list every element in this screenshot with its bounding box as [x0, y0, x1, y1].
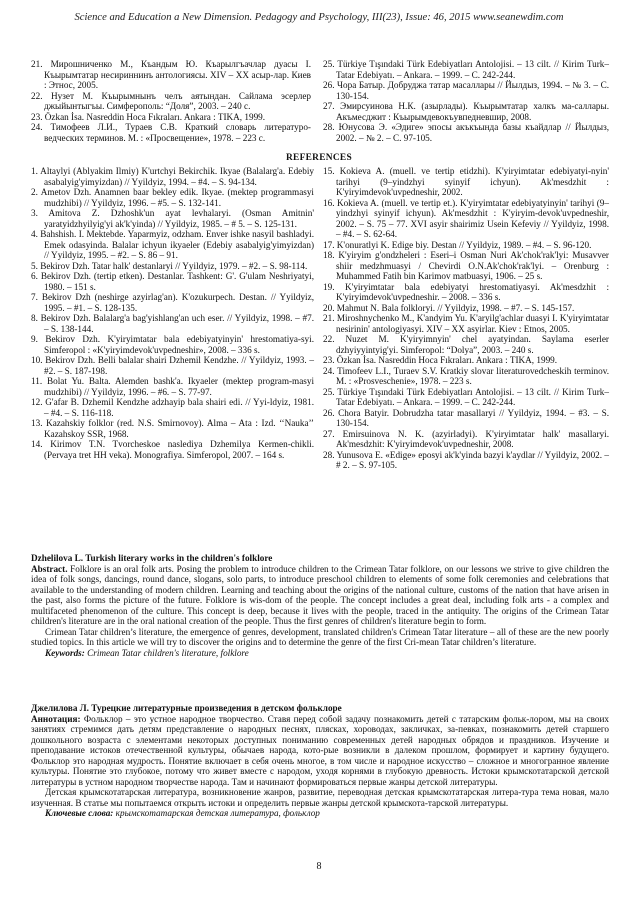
reference-item: 25. Türkiye Tışındaki Türk Edebiyatları Antolojisi. – 13 cilt. // Kirim Turk–Tatar Edebiyatı. – Ankara. – 1999. – C. 242-244.: [323, 59, 609, 80]
reference-item: 27. Emirsuinova N. K. (azyirladyi). K'yiryimtatar halk' masallaryi. Ak'mesdzhit: K'yiryimdevok'uvpedneshir, 2008.: [323, 428, 609, 449]
reference-item: 22. Нузет М. Къырымнынъ челъ аятындан. Сайлама эсерлер джыйынтыгъы. Симферополь: “Доля”, 2003. – 240 с.: [31, 90, 311, 111]
reference-item: 10. Bekirov Dzh. Belli balalar shairi Dzhemil Kendzhe. // Yyildyiz, 1993. – #2. – S. 187-198.: [31, 355, 314, 376]
reference-item: 11. Bolat Yu. Balta. Alemden bashk'a. Ikyaeler (mektep program-masyi mudzhibi) // Yyildyiz, 1996. – #6. – S. 77-97.: [31, 376, 314, 397]
keywords-ru-label: Ключевые слова:: [45, 808, 114, 818]
references-list-left: [31, 166, 314, 460]
keywords-ru: крымскотатарская детская литература, фольклор: [115, 808, 320, 818]
reference-item: 7. Bekirov Dzh (neshirge azyirlag'an). K'ozukurpech. Destan. // Yyildyiz, 1995. – #1. – S. 128-135.: [31, 292, 314, 313]
reference-item: 21. Мирошниченко М., Къандым Ю. Къарылгъачлар дуасы І. Къырымтатар несириннинъ антологиясы. XIV – XX асыр-лар. Киев : Этнос, 2005.: [31, 59, 311, 90]
reference-item: 26. Chora Batyir. Dobrudzha tatar masallaryi // Yyildyiz, 1994. – #3. – S. 130-154.: [323, 407, 609, 428]
reference-item: 15. Kokieva A. (muell. ve tertip etidzhi). K'yiryimtatar edebiyatyi-nyin' tarihyi (9–yindzhyi syinyif ichyun). Ak'mesdzhit : K'yiryimdevok'uvpedneshir, 2002.: [323, 166, 609, 197]
bibliography-continued-right: [323, 59, 609, 143]
running-head: Science and Education a New Dimension. Pedagogy and Psychology, III(23), Issue: 46, 2015 www.seanewdim.com: [74, 12, 564, 23]
abstract-en-label: Abstract.: [31, 563, 68, 574]
reference-item: 13. Kazahskiy folklor (red. N.S. Smirnovoy). Alma – Ata : Izd. ‘‘Nauka’’ Kazahskoy SSR, 1968.: [31, 418, 314, 439]
reference-item: 28. Юнусова Э. «Эдиге» эпосы акъкъында базы къайдлар // Йылдыз, 2002. – № 2. – С. 97-105.: [323, 122, 609, 143]
reference-item: 20. Mahmut N. Bala folkloryi. // Yyildyiz, 1998. – #7. – S. 145-157.: [323, 302, 575, 313]
reference-item: 17. K'onuratlyi K. Edige biy. Destan // Yyildyiz, 1989. – #4. – S. 96-120.: [323, 239, 592, 250]
abstract-en-author-title: Dzhelilova L. Turkish literary works in the children's folklore: [31, 553, 273, 563]
reference-item: 14. Kirimov T.N. Tvorcheskoe naslediya Dzhemilya Kermen-chikli. (Pervaya tret HH veka). Monografiya. Simferopol, 2007. – 164 s.: [31, 439, 314, 460]
reference-item: 2. Ametov Dzh. Anamnen baar bekley edik. Ikyae. (mektep programmasyi mudzhibi) // Yyildyiz, 1996. – #5. – S. 132-141.: [31, 187, 314, 208]
reference-item: 26. Чора Батыр. Добруджа татар масаллары // Йылдыз, 1994. – № 3. – С. 130-154.: [323, 80, 609, 101]
reference-item: 5. Bekirov Dzh. Tatar halk' destanlaryi // Yyildyiz, 1979. – #2. – S. 98-114.: [31, 260, 308, 271]
references-heading: REFERENCES: [285, 153, 353, 163]
references-left-column: [31, 166, 314, 460]
reference-item: 16. Kokieva A. (muell. ve tertip et.). K'yiryimtatar edebiyatyinyin' tarihyi (9–yindzhyi syinyif ichyun). Ak'mesdzhit : K'yiryim-devok'uvpedneshir, 2002. – S. 75 – 77. XVI asyir shairimiz Usein Kefeviy // Yyildyiz, 1998. – #4. – S. 62-64.: [323, 197, 609, 239]
reference-item: 1. Altaylyi (Ablyakim Ilmiy) K'urtchyi Bekirchik. Ikyae (Balalarg'a. Edebiy asabalyig'yimyizdan) // Yyildyiz, 1994. – #4. – S. 94-134.: [31, 166, 314, 187]
reference-item: 19. K'yiryimtatar bala edebiyatyi hrestomatiyasyi. Ak'mesdzhit : K'yiryimdevok'uvpedneshir. – 2008. – 336 s.: [323, 281, 609, 302]
reference-item: 21. Miroshnychenko M., K'andyim Yu. K'aryilg'achlar duasyi I. K'yiryimtatar nesirinin' antologiyasyi. XIV – XX asyirlar. Kiev : Etnos, 2005.: [323, 313, 609, 334]
abstract-ru-label: Аннотация:: [31, 713, 81, 724]
bibliography-list-right: [323, 59, 609, 143]
reference-item: 23. Özkan İsa. Nasreddin Hoca Fıkraları. Ankara : TIKA, 1999.: [31, 111, 266, 122]
reference-item: 3. Amitova Z. Dzhoshk'un ayat levhalaryi. (Osman Amitnin' yaratyidzhyilyig'yi ak'k'yinda) // Yyildyiz, 1985. – # 5. – S. 125-131.: [31, 208, 314, 229]
abstract-english: [31, 553, 609, 658]
page-number: 8: [316, 861, 322, 872]
reference-item: 22. Nuzet M. K'yiryimnyin' chel ayatyindan. Saylama eserler dzhyiyyintyig'yi. Simferopol: “Dolya”, 2003. – 240 s.: [323, 334, 609, 355]
reference-item: 6. Bekirov Dzh. (tertip etken). Destanlar. Tashkent: G'. G'ulam Neshriyatyi, 1980. – 151 s.: [31, 271, 314, 292]
reference-item: 28. Yunusova E. «Edige» eposyi ak'k'yinda bazyi k'aydlar // Yyildyiz, 2002. – # 2. – S. 97-105.: [323, 449, 609, 470]
reference-item: 8. Bekirov Dzh. Balalarg'a bag'yishlang'an uch eser. // Yyildyiz, 1998. – #7. – S. 138-144.: [31, 313, 314, 334]
reference-item: 9. Bekirov Dzh. K'yiryimtatar bala edebiyatyinyin' hrestomatiya-syi. Simferopol : «K'yiryimdevok'uvpedneshir», 2008. – 336 s.: [31, 334, 314, 355]
abstract-ru-author-title: Джелилова Л. Турецкие литературные произведения в детском фольклоре: [31, 703, 342, 713]
reference-item: 25. Türkiye Tışındaki Türk Edebiyatları Antolojisi. – 13 cilt. // Kirim Turk–Tatar Edebiyatı. – Ankara. – 1999. – C. 242-244.: [323, 386, 609, 407]
keywords-en-label: Keywords:: [45, 647, 85, 658]
reference-item: 23. Özkan İsa. Nasreddin Hoca Fıkraları. Ankara : TIKA, 1999.: [323, 355, 558, 365]
abstract-ru-text-2: Детская крымскотатарская литература, возникновение жанров, развитие, переводная детская крымскотатарская литера-тура тема новая, мало изученная. В статье мы попытаемся открыть истоки и определить первые жанры детской крымскота-тарской литературы.: [31, 787, 609, 808]
abstract-en-text: Folklore is an oral folk arts. Posing the problem to introduce children to the Crimean Tatar folklore, on our lessons we strive to give children the idea of folk songs, dancings, round dance, slogans, solo parts, to introduce preschool children to elements of some folk ceremonies and celebrations that available to the understanding of modern children. Learning and teaching about the origins of the national culture, customs of the nation that have arisen in the past, also forms the picture of the future. Folklore is wis-dom of the people. The concept includes a great deal, including folk arts - a complex and multifaceted phenomenon of the culture. This concept is deep, because it lives with the people, traced in the antiquity. The origins of the Crimean Tatar children's literature are in the oral national creation of the people. Thus the first genres of children's literature begin to form.: [31, 563, 610, 626]
bibliography-list-left: [31, 59, 311, 143]
reference-item: 24. Тимофеев Л.И., Тураев С.В. Краткий словарь литературо-ведческих терминов. М. : «Просвещение», 1978. – 223 с.: [31, 122, 311, 143]
abstract-russian: [31, 703, 609, 819]
reference-item: 18. K'yiryim g'ondzheleri : Eseri–i Osman Nuri Ak'chok'rak'lyi: Musavver shiir medzhmuasyi / Chevirdi O.N.Ak'chok'rak'lyi. – Orenburg : Muhammed Fatih bin Karimov matbuasyi, 1906. – 25 s.: [323, 250, 609, 281]
abstract-ru-text: Фольклор – это устное народное творчество. Ставя перед собой задачу познакомить детей с татарским фольк-лором, мы на своих занятиях стремимся дать детям представление о народных песнях, плясках, хороводах, закличках, за-певках, познакомить детей старшего дошкольного возраста с элементами некоторых доступных пониманию современных детей народных обрядов и праздников. Изучение и преподавание истоков отечественной культуры, обычаев народа, кото-рые возникли в далеком прошлом, формирует и картину будущего. Фольклор это народная мудрость. Понятие включает в себя очень многое, в том числе и народное искусство – сложное и многогранное явление культуры. Понятие это глубокое, потому что живет вместе с народом, уходя корнями в глубокую древность. Истоки крымскотатарской детской литературы в устном народном творчестве народа. Там и начинают формироваться первые жанры детской литературы.: [31, 713, 610, 787]
reference-item: 27. Эмирсуинова Н.К. (азырлады). Къырымтатар халкъ ма-саллары. Акъмесджит : Къырымдевокъувпедневшир, 2008.: [323, 101, 609, 122]
references-list-right: [323, 166, 609, 471]
reference-item: 4. Bahshish. I. Mektebde. Yaparmyiz, odzham. Enver ishke nasyil bashladyi. Emek odasyinda. Balalar ichyun ikyaeler (Edebiy asabalyig'yimyizdan) // Yyildyiz, 1995. – #2. – S. 86 – 91.: [31, 229, 314, 260]
reference-item: 24. Timofeev L.I., Turaev S.V. Kratkiy slovar literaturovedcheskih terminov. M. : «Prosveschenie», 1978. – 223 s.: [323, 365, 609, 386]
bibliography-continued-left: [31, 59, 311, 143]
reference-item: 12. G'afar B. Dzhemil Kendzhe adzhayip bala shairi edi. // Yyi-ldyiz, 1981. – #4. – S. 116-118.: [31, 397, 314, 418]
keywords-en: Crimean Tatar children's literature, folklore: [87, 647, 249, 658]
references-right-column: [323, 166, 609, 471]
abstract-en-text-2: Crimean Tatar children’s literature, the emergence of genres, development, translated children's Crimean Tatar literature – all of these are the new poorly studied topics. In this article we will try to discover the origins and to determine the genre of the first Cri-mean Tatar children’s literature.: [31, 626, 609, 647]
